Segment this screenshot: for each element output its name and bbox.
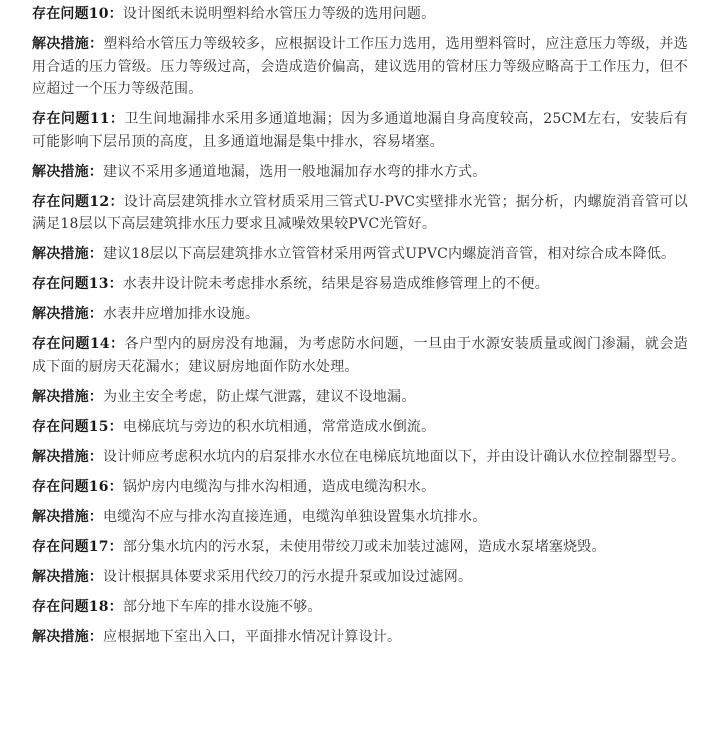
solution-16 [32, 506, 688, 529]
issue-text: 设计图纸未说明塑料给水管压力等级的选用问题。 [122, 6, 436, 22]
solution-14 [32, 386, 688, 409]
issue-18 [32, 596, 688, 619]
issue-17 [32, 536, 688, 559]
solution-label: 解决措施： [32, 306, 103, 323]
solution-15 [32, 446, 688, 469]
issue-15 [32, 416, 688, 439]
solution-11 [32, 161, 688, 184]
issue-13 [32, 273, 688, 296]
issue-11 [32, 108, 688, 153]
issue-label: 存在问题11： [32, 111, 125, 128]
solution-text: 水表井应增加排水设施。 [103, 306, 260, 323]
solution-label: 解决措施： [32, 35, 104, 52]
solution-label: 解决措施： [32, 508, 103, 525]
issue-text: 电梯底坑与旁边的积水坑相通，常常造成水倒流。 [122, 418, 436, 435]
solution-text: 设计师应考虑积水坑内的启泵排水水位在电梯底坑地面以下，并由设计确认水位控制器型号。 [103, 448, 686, 465]
issue-label: 存在问题18： [32, 598, 123, 615]
solution-text: 建议18层以下高层建筑排水立管管材采用两管式UPVC内螺旋消音管，相对综合成本降低。 [103, 246, 676, 263]
issue-label: 存在问题14： [32, 336, 125, 353]
solution-text: 设计根据具体要求采用代绞刀的污水提升泵或加设过滤网。 [103, 568, 473, 585]
issue-label: 存在问题15： [32, 418, 123, 435]
solution-label: 解决措施： [32, 388, 103, 405]
issue-text: 部分集水坑内的污水泵，未使用带绞刀或未加装过滤网，造成水泵堵塞烧毁。 [122, 538, 606, 555]
issue-text: 锅炉房内电缆沟与排水沟相通，造成电缆沟积水。 [122, 478, 436, 495]
issue-text: 部分地下车库的排水设施不够。 [122, 598, 322, 615]
solution-label: 解决措施： [32, 246, 103, 263]
solution-18 [32, 626, 688, 649]
solution-label: 解决措施： [32, 568, 103, 585]
issue-12 [32, 191, 688, 236]
issue-label: 存在问题13： [32, 276, 123, 293]
solution-text: 塑料给水管压力等级较多，应根据设计工作压力选用，选用塑料管时，应注意压力等级，并选用合适的压力管级。压力等级过高，会造成造价偏高，建议选用的管材压力等级应略高于工作压力，但不应超过一个压力等级范围。 [32, 35, 688, 98]
solution-text: 应根据地下室出入口，平面排水情况计算设计。 [103, 628, 402, 645]
solution-10 [32, 33, 688, 101]
issue-label: 存在问题16： [32, 478, 123, 495]
solution-13 [32, 303, 688, 326]
solution-label: 解决措施： [32, 628, 103, 645]
solution-label: 解决措施： [32, 163, 103, 180]
solution-12 [32, 243, 688, 266]
issue-10 [32, 3, 688, 26]
issue-label: 存在问题10： [32, 6, 123, 22]
issue-14 [32, 333, 688, 378]
issue-text: 设计高层建筑排水立管材质采用三管式U-PVC实壁排水光管；据分析，内螺旋消音管可以满足18层以下高层建筑排水压力要求且减噪效果较PVC光管好。 [32, 193, 688, 233]
solution-17 [32, 566, 688, 589]
issue-label: 存在问题12： [32, 193, 124, 210]
issue-text: 水表井设计院未考虑排水系统，结果是容易造成维修管理上的不便。 [122, 276, 549, 293]
issue-16 [32, 476, 688, 499]
issue-label: 存在问题17： [32, 538, 123, 555]
solution-text: 建议不采用多通道地漏，选用一般地漏加存水弯的排水方式。 [103, 163, 487, 180]
issue-text: 卫生间地漏排水采用多通道地漏；因为多通道地漏自身高度较高，25CM左右，安装后有可能影响下层吊顶的高度，且多通道地漏是集中排水，容易堵塞。 [32, 111, 689, 150]
solution-label: 解决措施： [32, 448, 103, 465]
solution-text: 电缆沟不应与排水沟直接连通，电缆沟单独设置集水坑排水。 [103, 508, 487, 525]
solution-text: 为业主安全考虑，防止煤气泄露，建议不设地漏。 [103, 388, 416, 405]
issue-text: 各户型内的厨房没有地漏，为考虑防水问题，一旦由于水源安装质量或阀门渗漏，就会造成下面的厨房天花漏水；建议厨房地面作防水处理。 [32, 336, 688, 375]
